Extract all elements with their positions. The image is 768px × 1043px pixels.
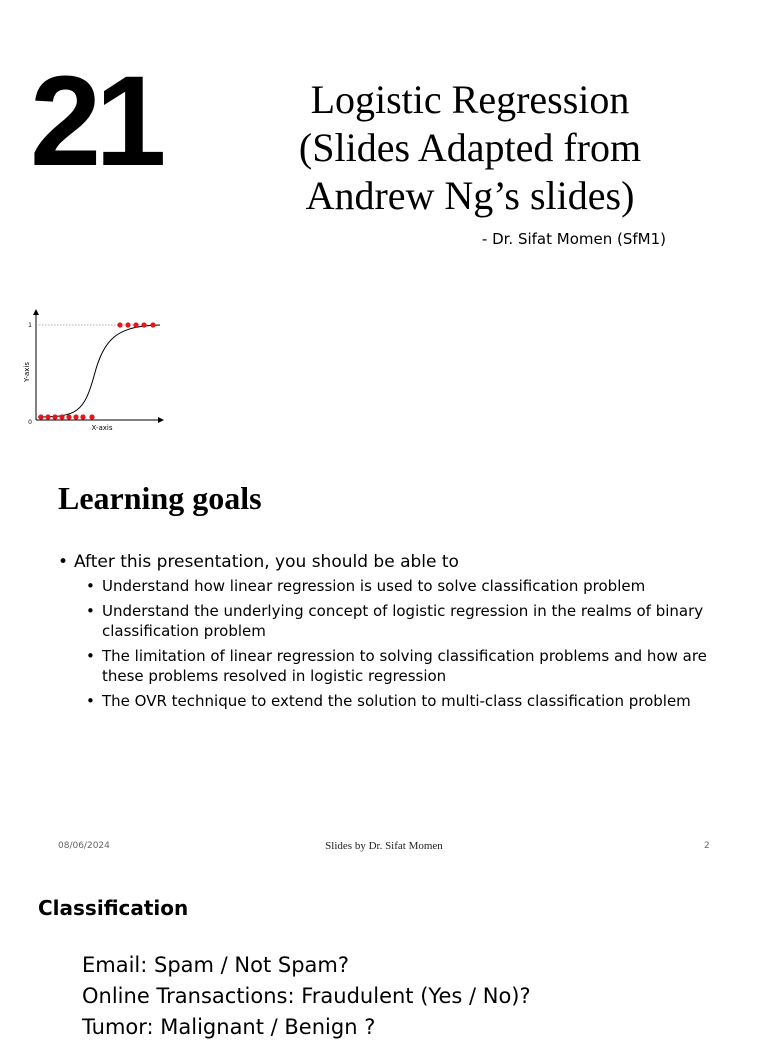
example-item: Online Transactions: Fraudulent (Yes / No)? [82, 984, 531, 1008]
title-line: Logistic Regression [310, 77, 630, 122]
footer-date: 08/06/2024 [58, 841, 110, 851]
goal-item: • The OVR technique to extend the solution to multi-class classification problem [86, 691, 718, 711]
title-slide [0, 0, 768, 450]
example-item: Email: Spam / Not Spam? [82, 953, 350, 977]
sigmoid-figure [22, 306, 172, 436]
y-tick-top: 1 [28, 322, 32, 329]
goal-item: • The limitation of linear regression to solving classification problems and how are these problems resolved in logistic regression [86, 646, 718, 686]
class-1-point [117, 322, 122, 327]
class-0-point [73, 414, 78, 419]
class-1-point [125, 322, 130, 327]
slide-heading: Learning goals [58, 480, 262, 516]
class-1-point [133, 322, 138, 327]
class-1-point [141, 322, 146, 327]
title-line: (Slides Adapted from [298, 125, 642, 170]
author: - Dr. Sifat Momen (SfM1) [481, 230, 666, 248]
class-1-point [150, 322, 155, 327]
class-0-point [52, 414, 57, 419]
y-axis-label: Y-axis [23, 362, 31, 382]
goal-item: • Understand the underlying concept of logistic regression in the realms of binary classification problem [86, 601, 718, 641]
class-0-point [45, 414, 50, 419]
lecture-number: 21 [30, 50, 161, 193]
title-line: Andrew Ng’s slides) [305, 173, 635, 218]
example-item: Tumor: Malignant / Benign ? [82, 1015, 376, 1039]
class-0-point [66, 414, 71, 419]
goals-sublist [58, 576, 718, 711]
classification-slide [0, 870, 768, 1039]
class-0-point [59, 414, 64, 419]
goal-item: • Understand how linear regression is used to solve classification problem [86, 576, 718, 596]
y-axis-arrow-icon [33, 309, 39, 315]
slide-title [250, 76, 690, 220]
examples-list [82, 950, 531, 1043]
class-0-point [38, 414, 43, 419]
goals-list [58, 550, 718, 716]
y-tick-bottom: 0 [28, 419, 32, 426]
page-number: 2 [704, 841, 710, 851]
slide-heading: Classification [38, 896, 189, 920]
learning-goals-slide [0, 450, 768, 870]
sigmoid-curve [38, 325, 160, 417]
x-axis-label: X-axis [91, 424, 113, 432]
x-axis-arrow-icon [158, 417, 164, 423]
class-0-point [89, 414, 94, 419]
footer-credit: Slides by Dr. Sifat Momen [325, 840, 443, 852]
class-0-point [80, 414, 85, 419]
intro-bullet: • After this presentation, you should be able to [58, 550, 718, 574]
